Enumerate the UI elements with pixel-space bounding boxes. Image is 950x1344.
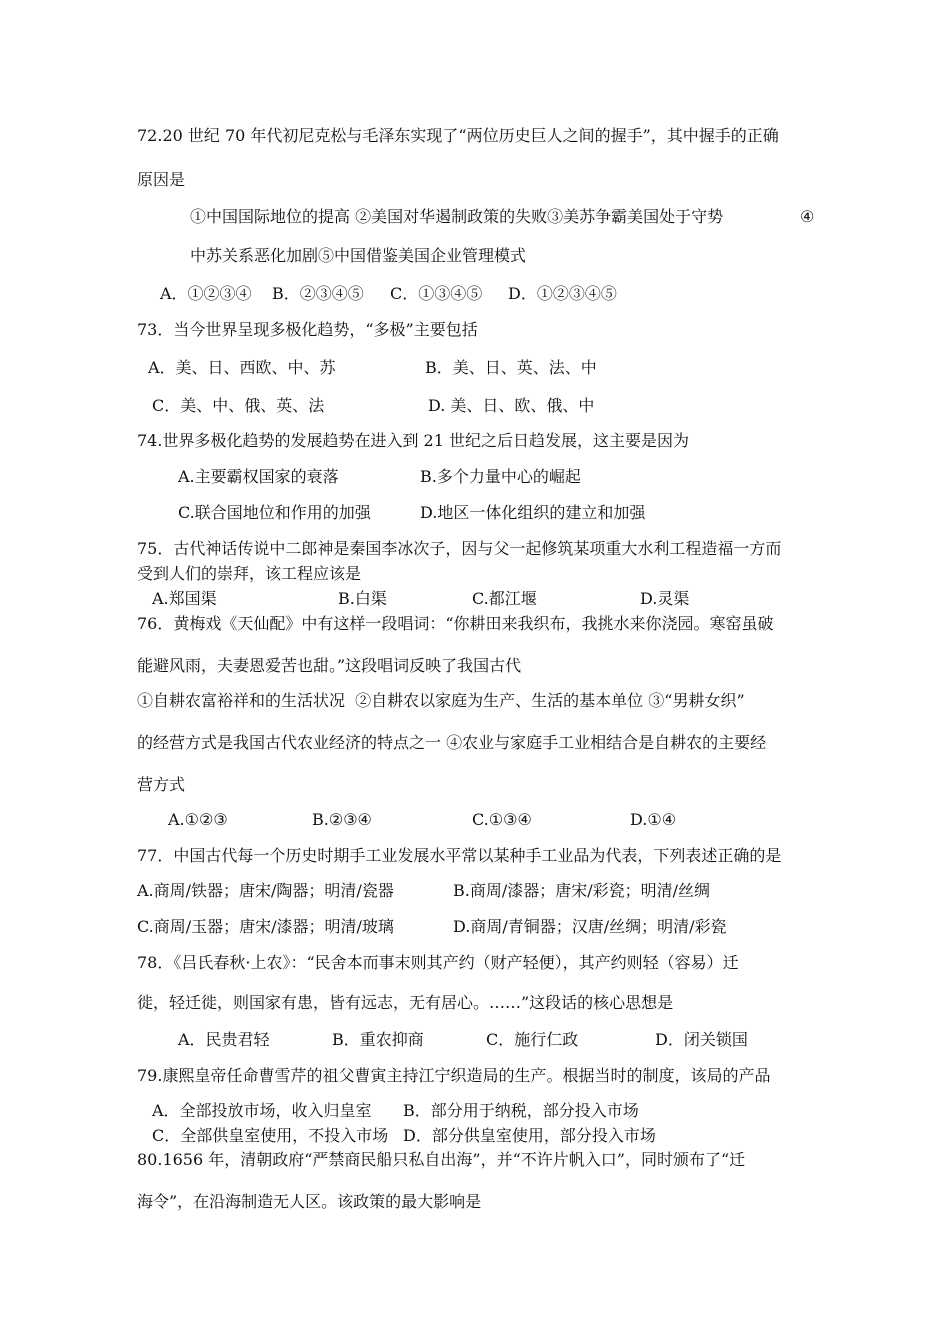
q79-option-c: C．全部供皇室使用，不投入市场 (152, 1126, 389, 1145)
q74-option-a: A.主要霸权国家的衰落 (178, 467, 339, 486)
q74-stem: 74.世界多极化趋势的发展趋势在进入到 21 世纪之后日趋发展，这主要是因为 (137, 431, 689, 450)
q75-option-b: B.白渠 (338, 589, 387, 608)
q76-option-d: D.①④ (630, 810, 677, 829)
q76-statements-line1: ①自耕农富裕祥和的生活状况 ②自耕农以家庭为生产、生活的基本单位 ③“男耕女织” (137, 691, 745, 710)
q76-statements-line2: 的经营方式是我国古代农业经济的特点之一 ④农业与家庭手工业相结合是自耕农的主要经 (137, 733, 767, 752)
q78-stem-line1: 78．《吕氏春秋·上农》：“民舍本而事末则其产约（财产轻便），其产约则轻（容易）迁 (137, 953, 739, 972)
q79-option-a: A．全部投放市场，收入归皇室 (152, 1101, 372, 1120)
q74-option-d: D.地区一体化组织的建立和加强 (420, 503, 646, 522)
q72-option-a: A．①②③④ (160, 284, 252, 303)
q76-statements-line3: 营方式 (137, 775, 186, 794)
q73-option-d: D. 美、日、欧、俄、中 (428, 396, 595, 415)
q73-option-a: A．美、日、西欧、中、苏 (148, 358, 336, 377)
q75-option-a: A.郑国渠 (152, 589, 217, 608)
q75-stem-line1: 75．古代神话传说中二郎神是秦国李冰次子，因与父一起修筑某项重大水利工程造福一方而 (137, 539, 782, 558)
q72-statements-line2: 中苏关系恶化加剧⑤中国借鉴美国企业管理模式 (190, 246, 527, 265)
q77-option-a: A.商周/铁器；唐宋/陶器；明清/瓷器 (137, 881, 394, 900)
q76-option-a: A.①②③ (168, 810, 228, 829)
q78-option-a: A．民贵君轻 (178, 1030, 270, 1049)
q72-option-b: B．②③④⑤ (272, 284, 364, 303)
q79-stem: 79.康熙皇帝任命曹雪芹的祖父曹寅主持江宁织造局的生产。根据当时的制度，该局的产品 (137, 1066, 771, 1085)
q74-option-c: C.联合国地位和作用的加强 (178, 503, 371, 522)
q75-option-d: D.灵渠 (640, 589, 690, 608)
q77-option-c: C.商周/玉器；唐宋/漆器；明清/玻璃 (137, 917, 394, 936)
q72-stem-line2: 原因是 (137, 170, 186, 189)
q72-stem-line1: 72.20 世纪 70 年代初尼克松与毛泽东实现了“两位历史巨人之间的握手”，其中握手的正确 (137, 126, 779, 145)
q73-option-b: B．美、日、英、法、中 (425, 358, 597, 377)
q80-stem-line2: 海令”，在沿海制造无人区。该政策的最大影响是 (137, 1192, 482, 1211)
q78-stem-line2: 徙，轻迁徙，则国家有患，皆有远志，无有居心。……”这段话的核心思想是 (137, 993, 674, 1012)
q72-option-d: D．①②③④⑤ (508, 284, 617, 303)
q76-option-c: C.①③④ (472, 810, 532, 829)
q77-option-d: D.商周/青铜器；汉唐/丝绸；明清/彩瓷 (453, 917, 727, 936)
q79-option-d: D．部分供皇室使用，部分投入市场 (403, 1126, 656, 1145)
q72-statements-line1: ①中国国际地位的提高 ②美国对华遏制政策的失败③美苏争霸美国处于守势 (190, 207, 724, 226)
q76-option-b: B.②③④ (312, 810, 372, 829)
q74-option-b: B.多个力量中心的崛起 (420, 467, 581, 486)
q75-option-c: C.都江堰 (472, 589, 537, 608)
q78-option-c: C．施行仁政 (486, 1030, 579, 1049)
q77-option-b: B.商周/漆器；唐宋/彩瓷；明清/丝绸 (453, 881, 711, 900)
q78-option-d: D．闭关锁国 (655, 1030, 748, 1049)
q78-option-b: B．重农抑商 (332, 1030, 424, 1049)
q77-stem: 77．中国古代每一个历史时期手工业发展水平常以某种手工业品为代表，下列表述正确的是 (137, 846, 782, 865)
q80-stem-line1: 80.1656 年，清朝政府“严禁商民船只私自出海”，并“不许片帆入口”，同时颁布了“迁 (137, 1150, 746, 1169)
q72-statements-line1-tail: ④ (800, 207, 815, 226)
q72-option-c: C．①③④⑤ (390, 284, 483, 303)
q75-stem-line2: 受到人们的崇拜，该工程应该是 (137, 564, 362, 583)
q76-stem-line1: 76．黄梅戏《天仙配》中有这样一段唱词：“你耕田来我织布，我挑水来你浇园。寒窑虽破 (137, 614, 774, 633)
q73-stem: 73．当今世界呈现多极化趋势，“多极”主要包括 (137, 320, 478, 339)
q79-option-b: B．部分用于纳税，部分投入市场 (403, 1101, 639, 1120)
q73-option-c: C．美、中、俄、英、法 (152, 396, 325, 415)
q76-stem-line2: 能避风雨，夫妻恩爱苦也甜。”这段唱词反映了我国古代 (137, 656, 522, 675)
